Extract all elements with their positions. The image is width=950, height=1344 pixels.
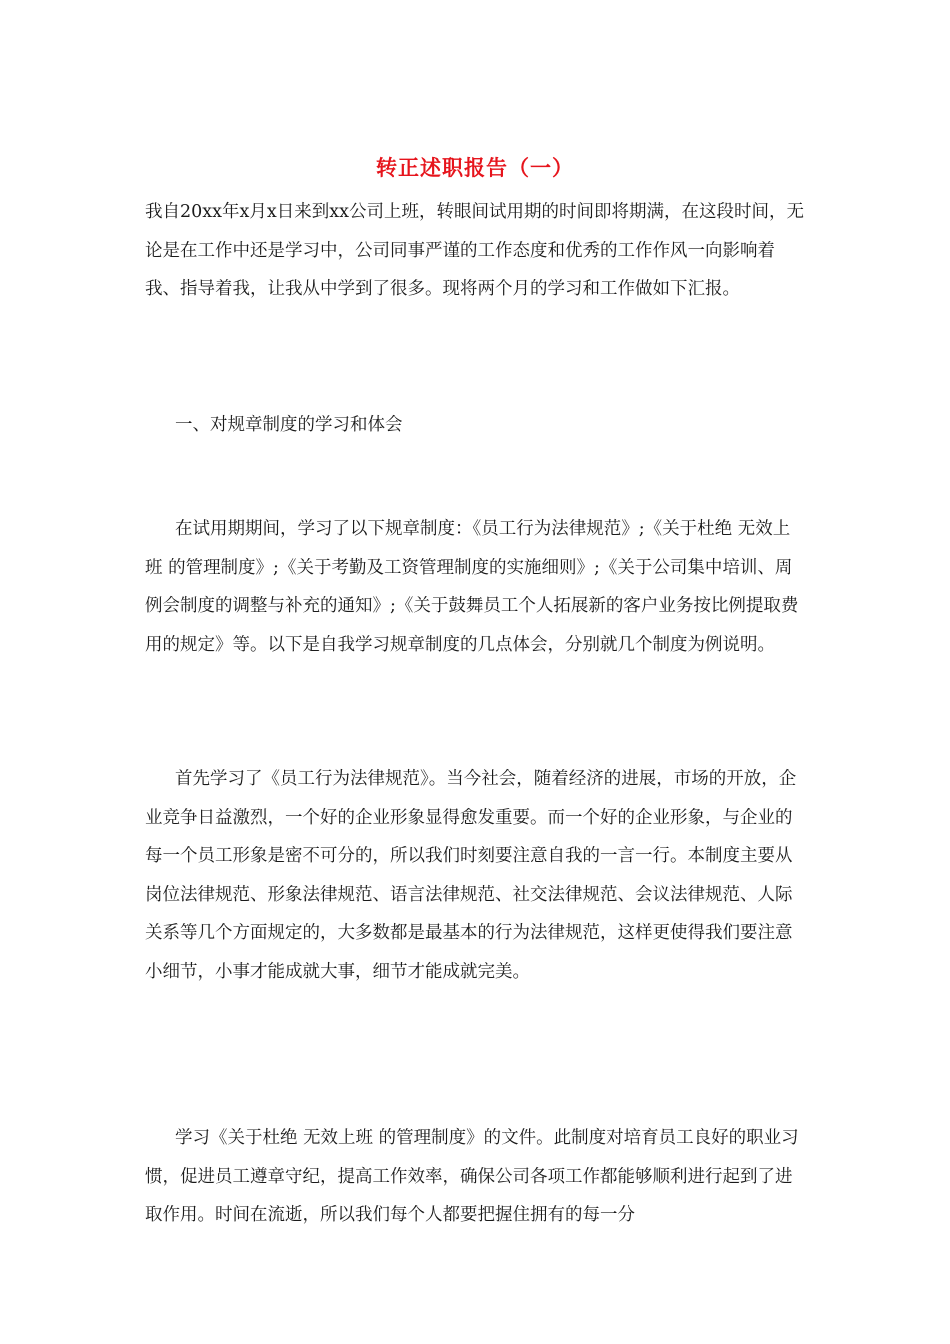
rules-paragraph: 在试用期期间，学习了以下规章制度：《员工行为法律规范》;《关于杜绝 无效上班 的管理制度》;《关于考勤及工资管理制度的实施细则》;《关于公司集中培训、周例会制度的调整与补充的通知》;《关于鼓舞员工个人拓展新的客户业务按比例提取费用的规定》等。以下是自我学习规章制度的几点体会，分别就几个制度为例说明。: [145, 519, 799, 655]
document-title: 转正述职报告（一）: [376, 155, 574, 180]
section-heading: 一、对规章制度的学习和体会: [175, 415, 403, 435]
intro-paragraph: 我自20xx年x月x日来到xx公司上班，转眼间试用期的时间即将期满，在这段时间，无论是在工作中还是学习中，公司同事严谨的工作态度和优秀的工作作风一向影响着我、指导着我，让我从中学到了很多。现将两个月的学习和工作做如下汇报。: [145, 202, 804, 299]
second-rule-paragraph: 学习《关于杜绝 无效上班 的管理制度》的文件。此制度对培育员工良好的职业习惯，促进员工遵章守纪，提高工作效率，确保公司各项工作都能够顺利进行起到了进取作用。时间在流逝，所以我们每个人都要把握住拥有的每一分: [145, 1128, 799, 1225]
first-rule-paragraph: 首先学习了《员工行为法律规范》。当今社会，随着经济的进展，市场的开放，企业竞争日益激烈，一个好的企业形象显得愈发重要。而一个好的企业形象，与企业的每一个员工形象是密不可分的，所以我们时刻要注意自我的一言一行。本制度主要从岗位法律规范、形象法律规范、语言法律规范、社交法律规范、会议法律规范、人际关系等几个方面规定的，大多数都是最基本的行为法律规范，这样更使得我们要注意小细节，小事才能成就大事，细节才能成就完美。: [145, 769, 797, 982]
